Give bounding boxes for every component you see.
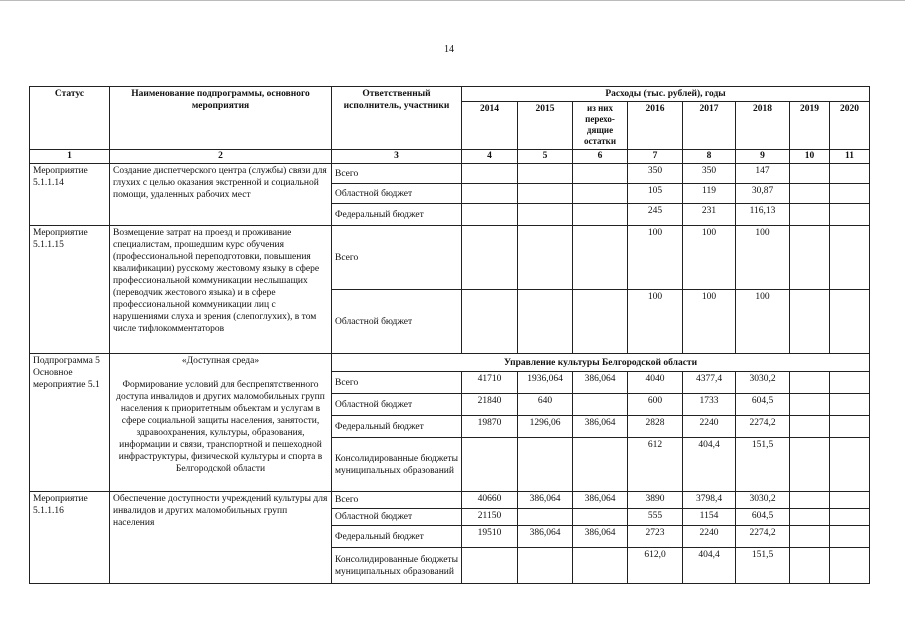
value-cell <box>790 438 830 492</box>
value-cell <box>790 290 830 354</box>
executor-cell: Областной бюджет <box>332 184 462 204</box>
value-cell <box>830 204 870 226</box>
value-cell: 19510 <box>462 526 518 548</box>
column-number: 2 <box>110 150 332 164</box>
header-year: 2018 <box>736 102 790 150</box>
value-cell <box>790 492 830 509</box>
value-cell: 386,064 <box>573 372 628 394</box>
value-cell <box>462 290 518 354</box>
value-cell: 386,064 <box>518 492 573 509</box>
value-cell: 640 <box>518 394 573 416</box>
header-year: 2019 <box>790 102 830 150</box>
value-cell <box>830 226 870 290</box>
value-cell: 2240 <box>683 526 736 548</box>
value-cell <box>518 184 573 204</box>
value-cell <box>790 372 830 394</box>
value-cell <box>573 226 628 290</box>
table-body <box>30 164 870 584</box>
value-cell: 612 <box>628 438 683 492</box>
executor-cell: Федеральный бюджет <box>332 204 462 226</box>
status-cell: Мероприятие 5.1.1.15 <box>30 226 110 354</box>
executor-cell: Федеральный бюджет <box>332 416 462 438</box>
value-cell: 1296,06 <box>518 416 573 438</box>
value-cell: 3030,2 <box>736 372 790 394</box>
value-cell <box>518 290 573 354</box>
value-cell: 2723 <box>628 526 683 548</box>
value-cell: 2240 <box>683 416 736 438</box>
header-status: Статус <box>30 87 110 150</box>
value-cell: 350 <box>628 164 683 184</box>
header-row <box>30 87 870 102</box>
value-cell <box>462 164 518 184</box>
header-year: 2015 <box>518 102 573 150</box>
value-cell: 404,4 <box>683 548 736 584</box>
value-cell: 100 <box>628 226 683 290</box>
value-cell: 2274,2 <box>736 416 790 438</box>
value-cell <box>830 548 870 584</box>
value-cell: 386,064 <box>573 526 628 548</box>
column-number: 6 <box>573 150 628 164</box>
value-cell <box>518 548 573 584</box>
budget-table <box>29 86 870 584</box>
value-cell: 21840 <box>462 394 518 416</box>
executor-cell: Областной бюджет <box>332 394 462 416</box>
value-cell: 245 <box>628 204 683 226</box>
value-cell <box>573 164 628 184</box>
value-cell: 100 <box>628 290 683 354</box>
header-year: 2020 <box>830 102 870 150</box>
value-cell <box>830 492 870 509</box>
value-cell: 1936,064 <box>518 372 573 394</box>
value-cell <box>573 548 628 584</box>
column-number: 11 <box>830 150 870 164</box>
value-cell <box>518 226 573 290</box>
column-number: 9 <box>736 150 790 164</box>
executor-cell: Консолидированные бюджеты муниципальных образований <box>332 548 462 584</box>
name-cell: Возмещение затрат на проезд и проживание специалистам, прошедшим курс обучения (профессиональной переподготовки, повышения квалификации) русскому жестовому языку в сфере профессиональной коммуникации неслышащих (переводчик жестового языка) и в сфере профессиональной коммуникации лиц с нарушениями слуха и зрения (слепоглухих), в том числе тифлокомментаторов <box>110 226 332 354</box>
header-expenses: Расходы (тыс. рублей), годы <box>462 87 870 102</box>
value-cell <box>790 526 830 548</box>
value-cell: 612,0 <box>628 548 683 584</box>
value-cell: 30,87 <box>736 184 790 204</box>
value-cell <box>790 226 830 290</box>
value-cell <box>790 509 830 526</box>
value-cell <box>518 438 573 492</box>
value-cell: 116,13 <box>736 204 790 226</box>
name-cell: Обеспечение доступности учреждений культуры для инвалидов и других маломобильных групп населения <box>110 492 332 584</box>
executor-cell: Всего <box>332 226 462 290</box>
page-number: 14 <box>444 44 454 55</box>
column-number-row <box>30 150 870 164</box>
value-cell <box>573 184 628 204</box>
header-executor: Ответственный исполнитель, участники <box>332 87 462 150</box>
value-cell: 147 <box>736 164 790 184</box>
value-cell: 3798,4 <box>683 492 736 509</box>
value-cell: 105 <box>628 184 683 204</box>
value-cell <box>790 416 830 438</box>
value-cell: 1154 <box>683 509 736 526</box>
value-cell: 404,4 <box>683 438 736 492</box>
value-cell <box>462 438 518 492</box>
value-cell: 100 <box>736 290 790 354</box>
name-cell <box>110 354 332 492</box>
value-cell: 604,5 <box>736 509 790 526</box>
value-cell: 119 <box>683 184 736 204</box>
value-cell <box>830 526 870 548</box>
value-cell: 4377,4 <box>683 372 736 394</box>
column-number: 3 <box>332 150 462 164</box>
value-cell: 1733 <box>683 394 736 416</box>
table-row <box>30 354 870 372</box>
value-cell <box>790 204 830 226</box>
value-cell: 386,064 <box>518 526 573 548</box>
value-cell <box>790 184 830 204</box>
table-row <box>30 492 870 509</box>
executor-cell: Областной бюджет <box>332 509 462 526</box>
value-cell <box>830 509 870 526</box>
header-name: Наименование подпрограммы, основного мероприятия <box>110 87 332 150</box>
organization-cell: Управление культуры Белгородской области <box>332 354 870 372</box>
value-cell <box>573 438 628 492</box>
value-cell <box>573 394 628 416</box>
value-cell <box>830 416 870 438</box>
executor-cell: Федеральный бюджет <box>332 526 462 548</box>
value-cell <box>462 226 518 290</box>
column-number: 5 <box>518 150 573 164</box>
value-cell <box>462 204 518 226</box>
value-cell: 41710 <box>462 372 518 394</box>
value-cell <box>790 164 830 184</box>
value-cell: 604,5 <box>736 394 790 416</box>
value-cell: 3890 <box>628 492 683 509</box>
header-year-carryover: из них перехо- дящие остатки <box>573 102 628 150</box>
value-cell <box>573 204 628 226</box>
value-cell <box>518 204 573 226</box>
value-cell <box>830 438 870 492</box>
value-cell: 151,5 <box>736 548 790 584</box>
value-cell <box>790 394 830 416</box>
value-cell: 2274,2 <box>736 526 790 548</box>
value-cell: 600 <box>628 394 683 416</box>
value-cell: 100 <box>683 226 736 290</box>
value-cell: 350 <box>683 164 736 184</box>
header-year: 2014 <box>462 102 518 150</box>
value-cell: 2828 <box>628 416 683 438</box>
value-cell: 100 <box>683 290 736 354</box>
value-cell <box>573 509 628 526</box>
value-cell <box>462 184 518 204</box>
column-number: 7 <box>628 150 683 164</box>
program-description: Формирование условий для беспрепятственного доступа инвалидов и других маломобильных групп населения к приоритетным объектам и услугам в сфере социальной защиты населения, занятости, здравоохранения, культуры, образования, информации и связи, транспортной и пешеходной инфраструктуры, физической культуры и спорта в Белгородской области <box>116 380 325 474</box>
executor-cell: Всего <box>332 164 462 184</box>
executor-cell: Консолидированные бюджеты муниципальных образований <box>332 438 462 492</box>
executor-cell: Всего <box>332 372 462 394</box>
column-number: 4 <box>462 150 518 164</box>
executor-cell: Всего <box>332 492 462 509</box>
name-cell: Создание диспетчерского центра (службы) связи для глухих с целью оказания экстренной и социальной помощи, удаленных рабочих мест <box>110 164 332 226</box>
table-row <box>30 164 870 184</box>
value-cell <box>830 184 870 204</box>
table-row <box>30 226 870 290</box>
program-title: «Доступная среда» <box>181 356 260 366</box>
value-cell <box>830 164 870 184</box>
column-number: 10 <box>790 150 830 164</box>
value-cell: 4040 <box>628 372 683 394</box>
value-cell: 19870 <box>462 416 518 438</box>
value-cell: 386,064 <box>573 492 628 509</box>
value-cell: 231 <box>683 204 736 226</box>
value-cell: 100 <box>736 226 790 290</box>
status-cell: Мероприятие 5.1.1.14 <box>30 164 110 226</box>
value-cell <box>573 290 628 354</box>
column-number: 8 <box>683 150 736 164</box>
header-year: 2016 <box>628 102 683 150</box>
value-cell <box>790 548 830 584</box>
value-cell <box>830 394 870 416</box>
value-cell <box>830 290 870 354</box>
header-year: 2017 <box>683 102 736 150</box>
value-cell <box>462 548 518 584</box>
value-cell: 386,064 <box>573 416 628 438</box>
status-cell: Подпрограмма 5 Основное мероприятие 5.1 <box>30 354 110 492</box>
scan-edge-line <box>0 0 905 1</box>
value-cell: 555 <box>628 509 683 526</box>
value-cell <box>830 372 870 394</box>
status-cell: Мероприятие 5.1.1.16 <box>30 492 110 584</box>
executor-cell: Областной бюджет <box>332 290 462 354</box>
value-cell: 21150 <box>462 509 518 526</box>
value-cell <box>518 164 573 184</box>
value-cell: 3030,2 <box>736 492 790 509</box>
value-cell <box>518 509 573 526</box>
value-cell: 151,5 <box>736 438 790 492</box>
column-number: 1 <box>30 150 110 164</box>
value-cell: 40660 <box>462 492 518 509</box>
